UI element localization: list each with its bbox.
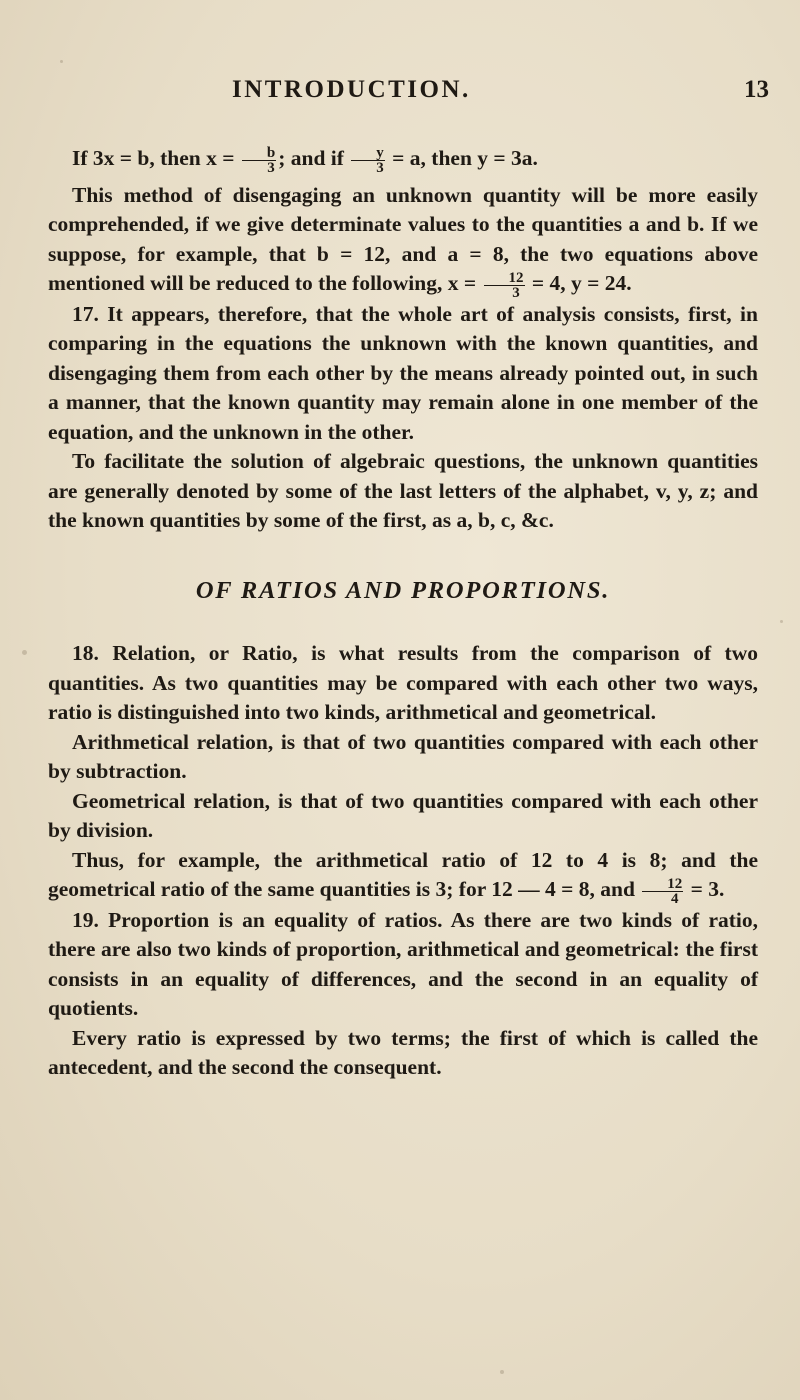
- paragraph-arithmetical: Arithmetical relation, is that of two quantities compared with each other by subtraction.: [48, 729, 758, 784]
- paragraph-method: [48, 181, 758, 300]
- equation-text-1: If 3x = b, then x =: [72, 146, 235, 170]
- paper-speck: [60, 60, 63, 63]
- running-head: [0, 76, 800, 106]
- section-heading: OF RATIOS AND PROPORTIONS.: [195, 576, 611, 604]
- fraction-denominator: 3: [267, 159, 275, 176]
- fraction-denominator: 3: [512, 284, 520, 301]
- paper-speck: [500, 1370, 504, 1374]
- paper-speck: [780, 620, 783, 623]
- paragraph-17: 17. It appears, therefore, that the whole art of analysis consists, first, in comparing in the equations the unknown with the known quantities, and disengaging them from each other by the means already pointed out, in such a manner, that the known quantity may remain alone in one member of the equation, and the unknown in the other.: [48, 301, 758, 444]
- paragraph-geometrical: Geometrical relation, is that of two quantities compared with each other by division.: [48, 788, 758, 843]
- page-body: [48, 144, 758, 1083]
- paragraph-example-text: Thus, for example, the arithmetical ratio of 12 to 4 is 8; and the geometrical ratio of the same quantities is 3; for 12 — 4 = 8, and: [48, 847, 758, 902]
- paragraph-method-tail: = 4, y = 24.: [531, 271, 632, 296]
- fraction-y-over-3: [351, 146, 385, 175]
- running-title: INTRODUCTION.: [232, 76, 471, 103]
- page-number: 13: [744, 76, 769, 103]
- paragraph-18: 18. Relation, or Ratio, is what results from the comparison of two quantities. As two quantities may be compared with each other two ways, ratio is distinguished into two kinds, arithmetical and geometrical.: [48, 641, 758, 725]
- paragraph-example: [48, 846, 758, 906]
- fraction-numerator: b: [242, 146, 276, 161]
- equation-text-3: = a, then y = 3a.: [392, 146, 538, 170]
- fraction-12-over-3: [484, 271, 525, 300]
- equation-line: [48, 144, 758, 175]
- paragraph-example-tail: = 3.: [690, 877, 725, 902]
- fraction-b-over-3: [242, 146, 276, 175]
- fraction-numerator: y: [351, 146, 385, 161]
- paragraph-notation: To facilitate the solution of algebraic questions, the unknown quantities are generally denoted by some of the last letters of the alphabet, v, y, z; and the known quantities by some of the first, as a, b, c, &c.: [48, 449, 758, 533]
- fraction-12-over-4: [642, 877, 683, 906]
- paragraph-method-text: This method of disengaging an unknown quantity will be more easily comprehended, if we give determinate values to the quantities a and b. If we suppose, for example, that b = 12, and a = 8, the two equations above mentioned will be reduced to the following, x =: [48, 182, 758, 296]
- fraction-denominator: 3: [376, 159, 384, 176]
- fraction-numerator: 12: [642, 877, 683, 892]
- paper-speck: [22, 650, 27, 655]
- equation-text-2: ; and if: [278, 146, 344, 170]
- paragraph-19: 19. Proportion is an equality of ratios. As there are two kinds of ratio, there are also two kinds of proportion, arithmetical and geometrical: the first consists in an equality of differences, and the second in an equality of quotients.: [48, 907, 758, 1021]
- fraction-numerator: 12: [484, 271, 525, 286]
- fraction-denominator: 4: [671, 890, 679, 907]
- paragraph-ratio-terms: Every ratio is expressed by two terms; the first of which is called the antecedent, and the second the consequent.: [48, 1025, 758, 1080]
